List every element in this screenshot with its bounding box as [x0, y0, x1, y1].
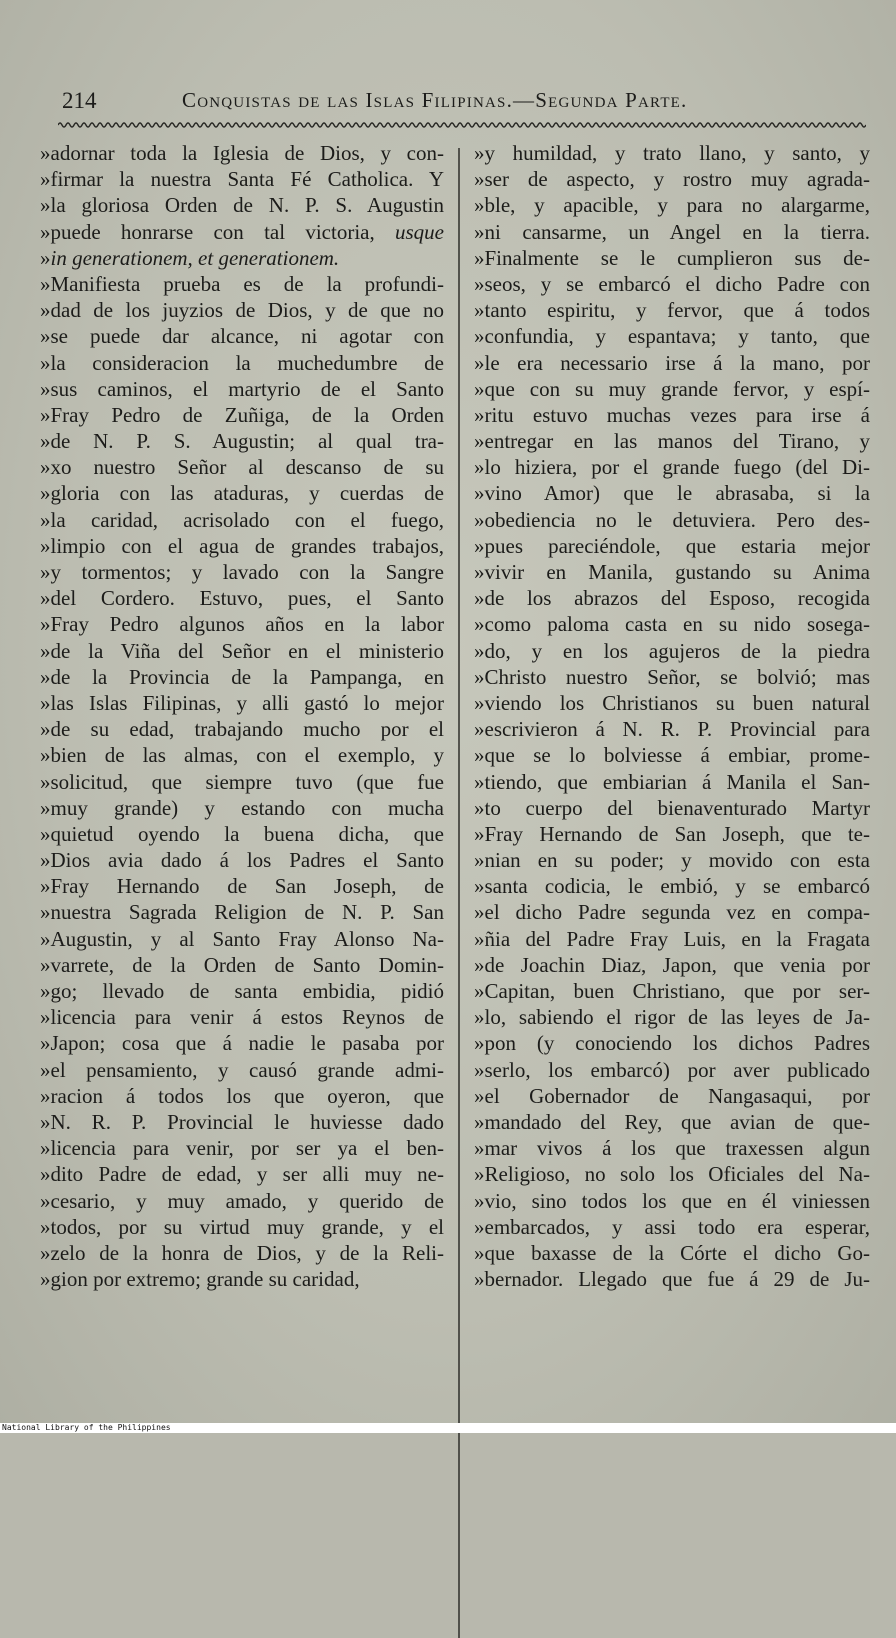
text-line: »Japon; cosa que á nadie le pasaba por	[40, 1031, 444, 1056]
text-line: »pues pareciéndole, que estaria mejor	[474, 533, 870, 558]
text-line: »quietud oyendo la buena dicha, que	[40, 821, 444, 846]
text-line: »y humildad, y trato llano, y santo, y	[474, 141, 870, 165]
text-line: »dito Padre de edad, y ser alli muy ne-	[40, 1162, 444, 1187]
text-line: »dad de los juyzios de Dios, y de que no	[40, 298, 444, 323]
text-line: »la consideracion la muchedumbre de	[40, 350, 444, 375]
text-line: »Fray Pedro algunos años en la labor	[40, 612, 444, 637]
text-line: »de N. P. S. Augustin; al qual tra-	[40, 429, 444, 454]
text-line: »firmar la nuestra Santa Fé Catholica. Y	[40, 167, 444, 192]
page-header	[62, 88, 862, 116]
text-line: »de la Provincia de la Pampanga, en	[40, 664, 444, 689]
text-line: »adornar toda la Iglesia de Dios, y con-	[40, 141, 444, 165]
text-line: »nian en su poder; y movido con esta	[474, 848, 870, 873]
text-line: »las Islas Filipinas, y alli gastó lo mejor	[40, 690, 444, 715]
text-line: »escrivieron á N. R. P. Provincial para	[474, 717, 870, 742]
text-line: »vino Amor) que le abrasaba, si la	[474, 481, 870, 506]
column-divider	[458, 148, 460, 1638]
text-line: »serlo, los embarcó) por aver publicado	[474, 1057, 870, 1082]
text-line: »Dios avia dado á los Padres el Santo	[40, 848, 444, 873]
text-line: »muy grande) y estando con mucha	[40, 795, 444, 820]
text-line: »santa codicia, le embió, y se embarcó	[474, 874, 870, 899]
text-line: »ble, y apacible, y para no alargarme,	[474, 193, 870, 218]
text-line: »bien de las almas, con el exemplo, y	[40, 743, 444, 768]
text-line: »el Gobernador de Nangasaqui, por	[474, 1083, 870, 1108]
text-line: »ser de aspecto, y rostro muy agrada-	[474, 167, 870, 192]
text-line: »gloria con las ataduras, y cuerdas de	[40, 481, 444, 506]
text-line: »ni cansarme, un Angel en la tierra.	[474, 219, 870, 244]
text-line: »el dicho Padre segunda vez en compa-	[474, 900, 870, 925]
text-line: »que se lo bolviesse á embiar, prome-	[474, 743, 870, 768]
wavy-rule-divider	[58, 118, 866, 132]
text-line: »vivir en Manila, gustando su Anima	[474, 560, 870, 584]
running-head: Conquistas de las Islas Filipinas.—Segunda Parte.	[182, 88, 688, 112]
text-line: »mar vivos á los que traxessen algun	[474, 1136, 870, 1161]
text-line: »de los abrazos del Esposo, recogida	[474, 586, 870, 611]
page-number: 214	[62, 88, 97, 113]
text-line: »Religioso, no solo los Oficiales del Na-	[474, 1162, 870, 1187]
text-line: »la gloriosa Orden de N. P. S. Augustin	[40, 193, 444, 218]
text-line: »de Joachin Diaz, Japon, que venia por	[474, 952, 870, 977]
text-line: »Augustin, y al Santo Fray Alonso Na-	[40, 926, 444, 951]
text-line: »embarcados, y assi todo era esperar,	[474, 1214, 870, 1239]
text-line: »licencia para venir, por ser ya el ben-	[40, 1136, 444, 1161]
text-line: »solicitud, que siempre tuvo (que fue	[40, 769, 444, 794]
text-line: »gion por extremo; grande su caridad,	[40, 1267, 360, 1292]
text-line: »Finalmente se le cumplieron sus de-	[474, 245, 870, 270]
text-line: »Capitan, buen Christiano, que por ser-	[474, 979, 870, 1003]
text-line: »Fray Hernando de San Joseph, de	[40, 874, 444, 899]
text-line: »seos, y se embarcó el dicho Padre con	[474, 271, 870, 296]
text-line: »como paloma casta en su nido sosega-	[474, 612, 870, 637]
text-line: »ñia del Padre Fray Luis, en la Fragata	[474, 926, 870, 951]
text-line: »varrete, de la Orden de Santo Domin-	[40, 952, 444, 977]
text-line: »pon (y conociendo los dichos Padres	[474, 1031, 870, 1056]
text-line: »bernador. Llegado que fue á 29 de Ju-	[474, 1267, 870, 1292]
text-line: »licencia para venir á estos Reynos de	[40, 1005, 444, 1030]
text-line: »se puede dar alcance, ni agotar con	[40, 324, 444, 349]
text-line: »el pensamiento, y causó grande admi-	[40, 1057, 444, 1082]
text-line: »lo, sabiendo el rigor de las leyes de Ja-	[474, 1005, 870, 1030]
right-text-column	[474, 140, 870, 1292]
text-line: »Manifiesta prueba es de la profundi-	[40, 271, 444, 296]
text-line: »do, y en los agujeros de la piedra	[474, 638, 870, 663]
text-line: »in generationem, et generationem.	[40, 245, 340, 270]
text-line: »que baxasse de la Córte el dicho Go-	[474, 1240, 870, 1265]
text-line: »zelo de la honra de Dios, y de la Reli-	[40, 1240, 444, 1265]
text-line: »nuestra Sagrada Religion de N. P. San	[40, 900, 444, 925]
library-credit: National Library of the Philippines	[0, 1423, 896, 1433]
text-line: »Fray Hernando de San Joseph, que te-	[474, 821, 870, 846]
text-line: »viendo los Christianos su buen natural	[474, 690, 870, 715]
text-line: »to cuerpo del bienaventurado Martyr	[474, 795, 870, 820]
text-line: »de la Viña del Señor en el ministerio	[40, 638, 444, 663]
text-line: »confundia, y espantava; y tanto, que	[474, 324, 870, 349]
text-line: »puede honrarse con tal victoria, usque	[40, 219, 444, 244]
text-line: »go; llevado de santa embidia, pidió	[40, 979, 444, 1003]
text-line: »vio, sino todos los que en él viniessen	[474, 1188, 870, 1213]
text-line: »y tormentos; y lavado con la Sangre	[40, 560, 444, 584]
text-line: »lo hiziera, por el grande fuego (del Di-	[474, 455, 870, 480]
text-line: »Fray Pedro de Zuñiga, de la Orden	[40, 402, 444, 427]
text-line: »del Cordero. Estuvo, pues, el Santo	[40, 586, 444, 611]
text-line: »la caridad, acrisolado con el fuego,	[40, 507, 444, 532]
text-line: »limpio con el agua de grandes trabajos,	[40, 533, 444, 558]
text-line: »que con su muy grande fervor, y espí-	[474, 376, 870, 401]
text-line: »racion á todos los que oyeron, que	[40, 1083, 444, 1108]
text-line: »Christo nuestro Señor, se bolvió; mas	[474, 664, 870, 689]
text-line: »xo nuestro Señor al descanso de su	[40, 455, 444, 480]
text-line: »tiendo, que embiarian á Manila el San-	[474, 769, 870, 794]
text-line: »le era necessario irse á la mano, por	[474, 350, 870, 375]
text-line: »obediencia no le detuviera. Pero des-	[474, 507, 870, 532]
text-line: »N. R. P. Provincial le huviesse dado	[40, 1109, 444, 1134]
text-line: »mandado del Rey, que avian de que-	[474, 1109, 870, 1134]
text-line: »cesario, y muy amado, y querido de	[40, 1188, 444, 1213]
left-text-column	[40, 140, 444, 1292]
text-line: »tanto espiritu, y fervor, que á todos	[474, 298, 870, 323]
text-line: »de su edad, trabajando mucho por el	[40, 717, 444, 742]
text-line: »ritu estuvo muchas vezes para irse á	[474, 402, 870, 427]
text-line: »entregar en las manos del Tirano, y	[474, 429, 870, 454]
text-line: »sus caminos, el martyrio de el Santo	[40, 376, 444, 401]
text-line: »todos, por su virtud muy grande, y el	[40, 1214, 444, 1239]
